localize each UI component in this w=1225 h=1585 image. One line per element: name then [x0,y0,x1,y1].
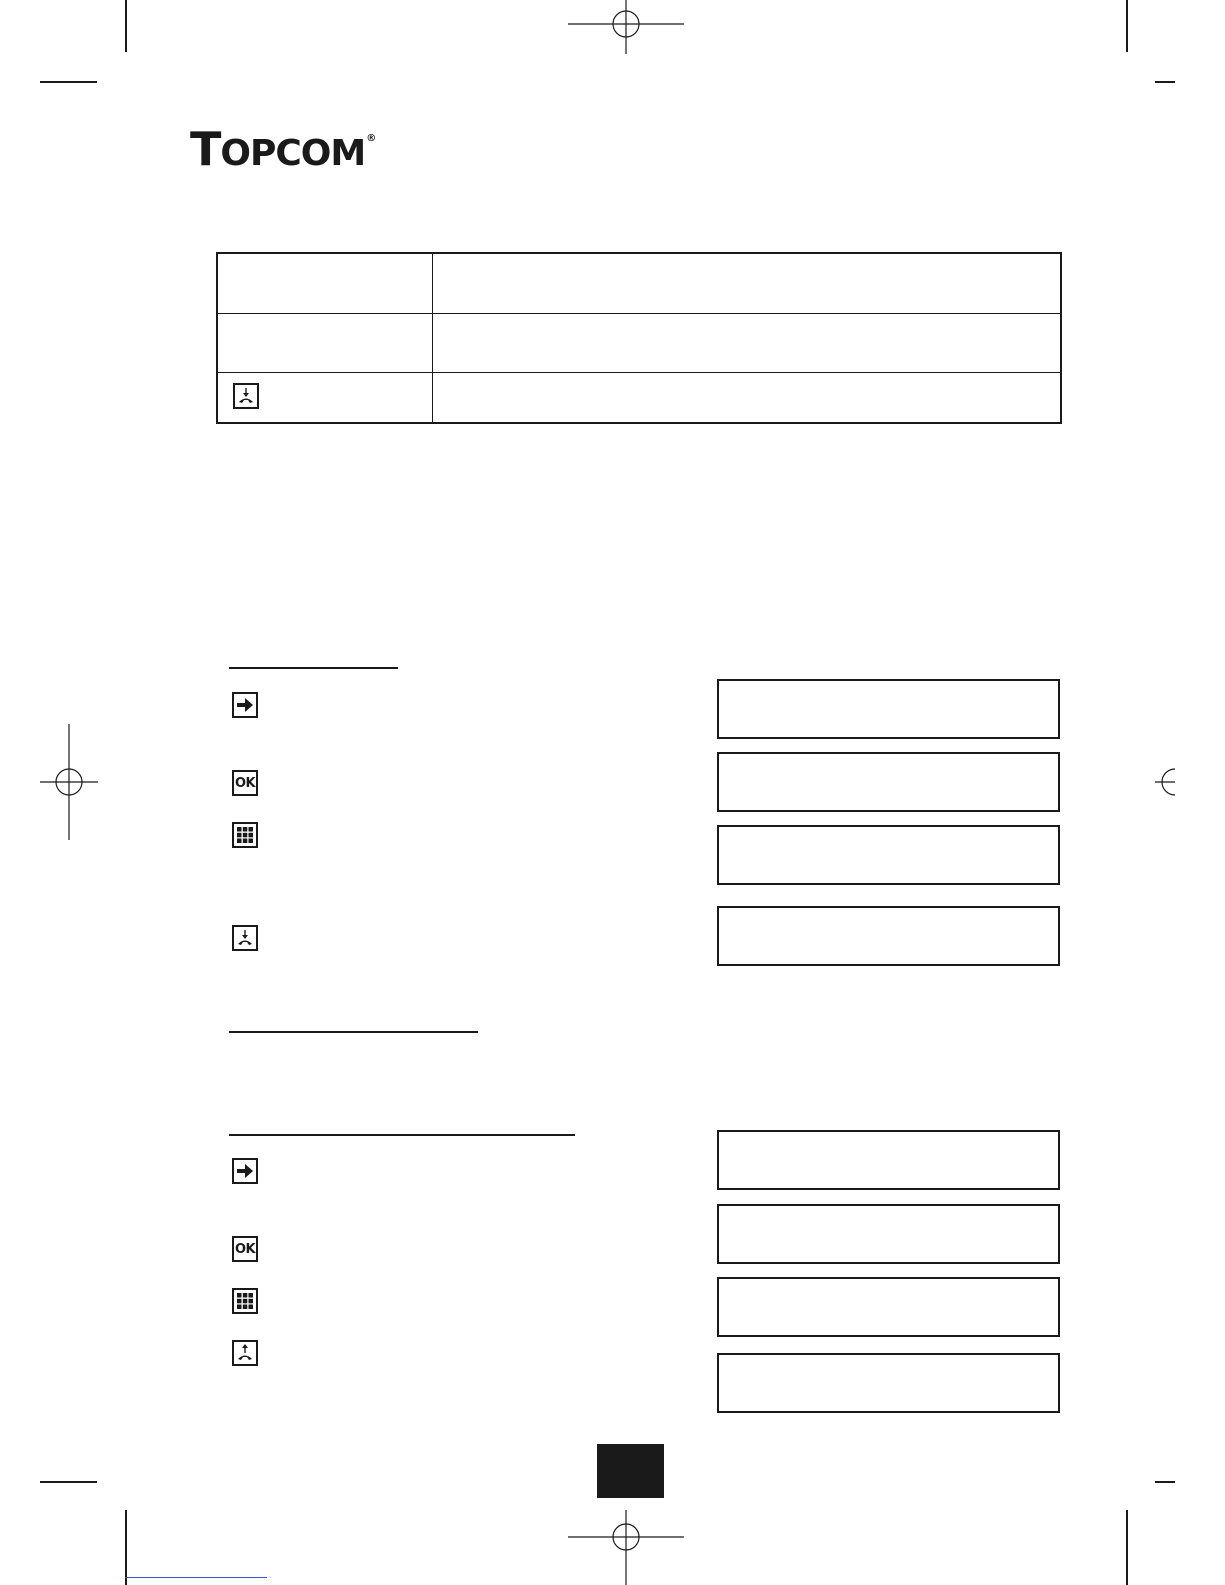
section-heading-underline [229,1134,575,1136]
table-row [217,253,1061,313]
registration-mark-icon [40,724,98,840]
keypad-key-icon [232,822,258,848]
lcd-display [717,752,1060,812]
registration-mark-icon [568,1510,684,1585]
hangup-key-icon [233,383,259,409]
section-heading-underline [229,667,398,669]
lcd-display [717,1353,1060,1413]
table-cell-description [433,372,1062,423]
crop-mark [125,1510,127,1585]
crop-mark [1155,81,1175,83]
crop-mark [40,1481,97,1483]
lcd-display [717,1204,1060,1264]
table-cell-key [217,253,433,313]
table-cell-key [217,313,433,372]
crop-mark [1126,0,1128,52]
table-cell-description [433,253,1062,313]
crop-mark [1126,1510,1128,1585]
lcd-display [717,1277,1060,1337]
page-number-tab [597,1444,664,1498]
section-heading-underline [229,1031,478,1033]
lcd-display [717,906,1060,966]
crop-mark [1155,1481,1175,1483]
key-function-table [216,252,1062,424]
registered-mark: ® [366,133,376,144]
logo-initial: T [190,122,221,176]
registration-mark-icon [1155,768,1175,798]
right-arrow-key-icon [232,692,258,718]
right-arrow-key-icon [232,1158,258,1184]
hangup-key-icon [232,925,258,951]
table-cell-key [217,372,433,423]
lcd-display [717,825,1060,885]
logo-text: OPCOM [220,133,366,174]
registration-mark-icon [568,0,684,54]
ok-key-label: OK [234,1241,256,1257]
brand-logo [190,122,376,176]
bottom-link-underline [125,1577,267,1578]
lcd-display [717,679,1060,739]
crop-mark [40,81,97,83]
ok-key-label: OK [234,775,256,791]
keypad-key-icon [232,1288,258,1314]
table-row [217,313,1061,372]
ok-key-icon [232,1236,258,1262]
crop-mark [125,0,127,52]
table-cell-description [433,313,1062,372]
offhook-key-icon [232,1340,258,1366]
table-row [217,372,1061,423]
lcd-display [717,1130,1060,1190]
ok-key-icon [232,770,258,796]
